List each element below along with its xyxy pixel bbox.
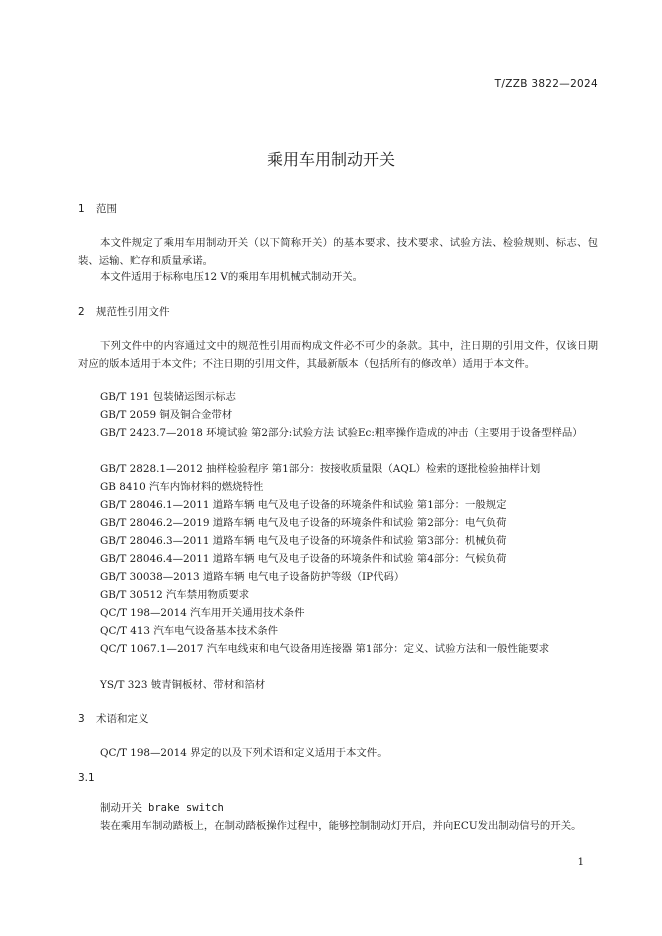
section-title: 范围 bbox=[96, 203, 117, 215]
reference-item: QC/T 1067.1—2017 汽车电线束和电气设备用连接器 第1部分：定义、试验方法和一般性能要求 bbox=[100, 643, 550, 655]
reference-item: GB/T 28046.2—2019 道路车辆 电气及电子设备的环境条件和试验 第2部分：电气负荷 bbox=[100, 517, 507, 529]
term-entry bbox=[100, 800, 224, 815]
reference-item: GB/T 2828.1—2012 抽样检验程序 第1部分：按接收质量限（AQL）检索的逐批检验抽样计划 bbox=[100, 463, 541, 475]
reference-item: GB 8410 汽车内饰材料的燃烧特性 bbox=[100, 481, 264, 493]
reference-item: GB/T 2423.7—2018 环境试验 第2部分:试验方法 试验Ec:粗率操作造成的冲击（主要用于设备型样品） bbox=[100, 427, 583, 439]
term-chinese: 制动开关 bbox=[100, 802, 142, 814]
reference-item: QC/T 413 汽车电气设备基本技术条件 bbox=[100, 625, 279, 637]
clause-number: 3.1 bbox=[78, 772, 95, 784]
reference-item: GB/T 2059 铜及铜合金带材 bbox=[100, 409, 233, 421]
reference-item: YS/T 323 铍青铜板材、带材和箔材 bbox=[100, 679, 266, 691]
reference-item: GB/T 191 包装储运图示标志 bbox=[100, 391, 236, 403]
section-title: 规范性引用文件 bbox=[96, 306, 170, 318]
document-number: T/ZZB 3822—2024 bbox=[494, 78, 598, 90]
section-1-heading bbox=[78, 201, 117, 216]
reference-item: GB/T 30038—2013 道路车辆 电气电子设备防护等级（IP代码） bbox=[100, 571, 405, 583]
section-number: 3 bbox=[78, 713, 85, 725]
section-3-heading bbox=[78, 711, 149, 726]
page-number: 1 bbox=[577, 857, 584, 868]
reference-item: GB/T 30512 汽车禁用物质要求 bbox=[100, 589, 250, 601]
reference-item: QC/T 198—2014 汽车用开关通用技术条件 bbox=[100, 607, 305, 619]
term-definition: 装在乘用车制动踏板上，在制动踏板操作过程中，能够控制制动灯开启，并向ECU发出制动信号的开关。 bbox=[100, 820, 582, 832]
terms-intro: QC/T 198—2014 界定的以及下列术语和定义适用于本文件。 bbox=[100, 747, 388, 759]
reference-item: GB/T 28046.4—2011 道路车辆 电气及电子设备的环境条件和试验 第4部分：气候负荷 bbox=[100, 553, 507, 565]
section-number: 1 bbox=[78, 203, 85, 215]
reference-item: GB/T 28046.1—2011 道路车辆 电气及电子设备的环境条件和试验 第1部分：一般规定 bbox=[100, 499, 507, 511]
document-title: 乘用车用制动开关 bbox=[266, 150, 395, 169]
section-2-heading bbox=[78, 304, 170, 319]
section-title: 术语和定义 bbox=[96, 713, 149, 725]
normative-intro: 下列文件中的内容通过文中的规范性引用而构成文件必不可少的条款。其中，注日期的引用文件，仅该日期对应的版本适用于本文件；不注日期的引用文件，其最新版本（包括所有的修改单）适用于本文件。 bbox=[78, 340, 598, 370]
section-number: 2 bbox=[78, 306, 85, 318]
scope-paragraph-2: 本文件适用于标称电压12 V的乘用车用机械式制动开关。 bbox=[100, 271, 364, 283]
term-english: brake switch bbox=[148, 802, 224, 814]
scope-paragraph-1: 本文件规定了乘用车用制动开关（以下简称开关）的基本要求、技术要求、试验方法、检验规则、标志、包装、运输、贮存和质量承诺。 bbox=[78, 237, 598, 267]
reference-item: GB/T 28046.3—2011 道路车辆 电气及电子设备的环境条件和试验 第3部分：机械负荷 bbox=[100, 535, 507, 547]
